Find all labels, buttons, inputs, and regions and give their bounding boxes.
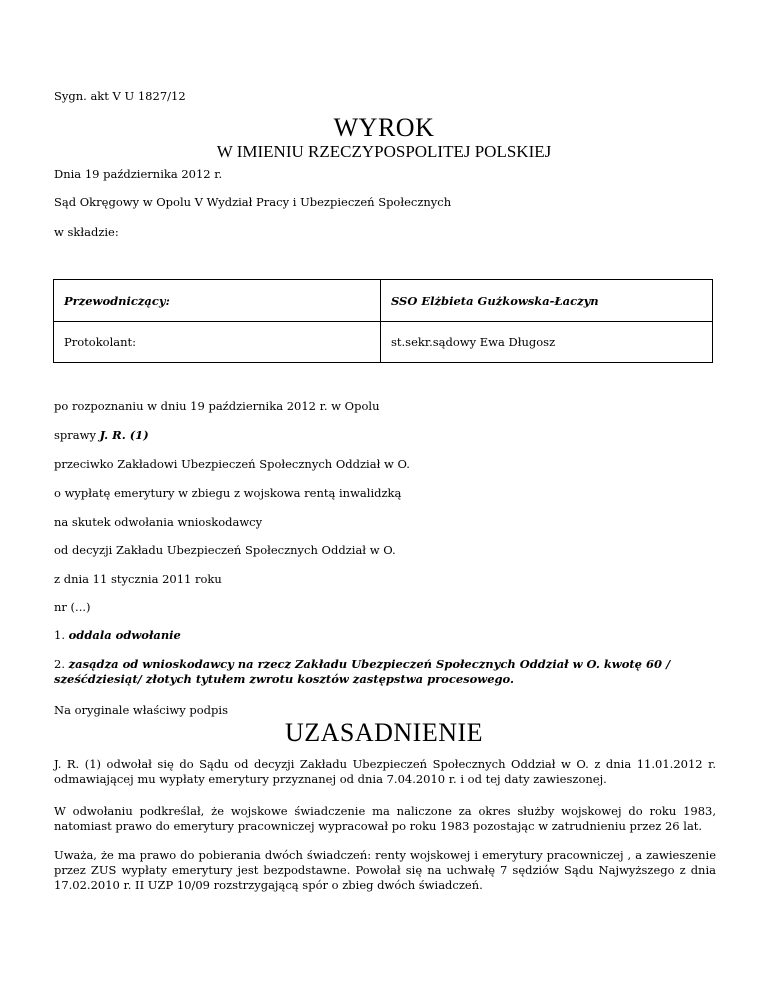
hearing-line: po rozpoznaniu w dniu 19 października 2012 r. w Opolu — [54, 399, 380, 413]
court-name: Sąd Okręgowy w Opolu V Wydział Pracy i Ubezpieczeń Społecznych — [54, 195, 452, 209]
case-signature: Sygn. akt V U 1827/12 — [54, 89, 186, 103]
chair-label: Przewodniczący: — [54, 280, 381, 321]
justification-paragraph-3: Uważa, że ma prawo do pobierania dwóch świadczeń: renty wojskowej i emerytury pracowniczej , a zawieszenie przez ZUS wypłaty emerytury jest bezpodstawne. Powołał się na uchwałę 7 sędziów Sądu Najwyższego z dnia 17.02.2010 r. II UZP 10/09 rozstrzygającą spór o zbieg dwóch świadczeń. — [54, 848, 716, 892]
matter-line — [54, 428, 149, 443]
decision-line: od decyzji Zakładu Ubezpieczeń Społecznych Oddział w O. — [54, 543, 396, 557]
ruling-item-1-text: oddala odwołanie — [68, 628, 181, 642]
judgment-subtitle: W IMIENIU RZECZYPOSPOLITEJ POLSKIEJ — [216, 142, 552, 161]
clerk-value: st.sekr.sądowy Ewa Długosz — [391, 334, 556, 349]
matter-party: J. R. (1) — [99, 428, 149, 442]
justification-title: UZASADNIENIE — [284, 718, 484, 747]
judgment-title: WYROK — [333, 113, 435, 142]
subject-line: o wypłatę emerytury w zbiegu z wojskowa rentą inwalidzką — [54, 486, 402, 500]
decision-number: nr (...) — [54, 600, 91, 614]
table-row — [54, 280, 712, 322]
justification-paragraph-2: W odwołaniu podkreślał, że wojskowe świadczenie ma naliczone za okres służby wojskowej do roku 1983, natomiast prawo do emerytury pracowniczej wypracował po roku 1983 pozostając w zatrudnieniu przez 26 lat. — [54, 804, 716, 833]
court-panel-table — [53, 279, 713, 363]
ruling-item-2-number: 2. — [54, 657, 65, 671]
chair-value: SSO Elżbieta Gużkowska-Łaczyn — [391, 293, 599, 308]
judgment-date: Dnia 19 października 2012 r. — [54, 167, 223, 181]
matter-prefix: sprawy — [54, 428, 100, 442]
appeal-line: na skutek odwołania wnioskodawcy — [54, 515, 263, 529]
composition-label: w składzie: — [54, 225, 119, 239]
table-row — [54, 321, 712, 362]
ruling-item-1 — [54, 628, 181, 643]
ruling-item-2 — [54, 657, 716, 687]
justification-paragraph-1: J. R. (1) odwołał się do Sądu od decyzji Zakładu Ubezpieczeń Społecznych Oddział w O. z dnia 11.01.2012 r. odmawiającej mu wypłaty emerytury przyznanej od dnia 7.04.2010 r. i od tej daty zawieszonej. — [54, 757, 716, 786]
ruling-item-2-text: zasądza od wnioskodawcy na rzecz Zakładu Ubezpieczeń Społecznych Oddział w O. kwotę 60 / sześćdziesiąt/ złotych tytułem zwrotu kosztów zastępstwa procesowego. — [54, 657, 671, 686]
decision-date-line: z dnia 11 stycznia 2011 roku — [54, 572, 222, 586]
signature-note: Na oryginale właściwy podpis — [54, 703, 228, 717]
against-line: przeciwko Zakładowi Ubezpieczeń Społecznych Oddział w O. — [54, 457, 410, 471]
ruling-item-1-number: 1. — [54, 628, 65, 642]
clerk-label: Protokolant: — [54, 321, 381, 362]
